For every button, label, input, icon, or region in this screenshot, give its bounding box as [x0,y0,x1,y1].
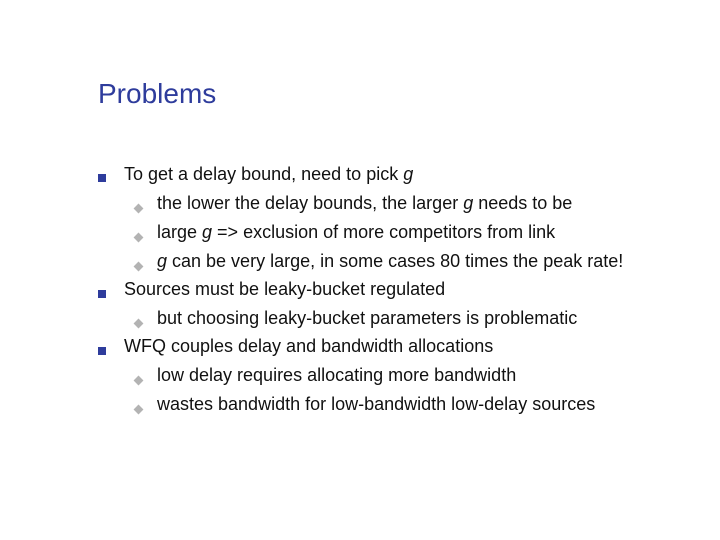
diamond-bullet-icon [134,262,144,272]
sub-bullet-text: => exclusion of more competitors from link [212,222,556,242]
sub-bullet-text: needs to be [473,193,573,213]
variable-g: g [463,193,474,213]
diamond-bullet-icon [134,233,144,243]
bullet-text: WFQ couples delay and bandwidth allocations [124,336,494,356]
sub-bullet-text: large [157,222,203,242]
variable-g: g [157,251,168,271]
bullet-item [124,332,493,361]
sub-bullet-text: the lower the delay bounds, the larger [157,193,464,213]
square-bullet-icon [98,174,106,182]
diamond-bullet-icon [134,405,144,415]
slide-title: Problems [98,78,217,109]
sub-bullet-item [157,304,577,333]
sub-bullet-item [157,247,623,276]
sub-bullet-item [157,361,516,390]
bullet-item [124,160,413,189]
diamond-bullet-icon [134,319,144,329]
sub-bullet-text: wastes bandwidth for low-bandwidth low-delay sources [157,394,596,414]
diamond-bullet-icon [134,376,144,386]
diamond-bullet-icon [134,204,144,214]
bullet-item [124,275,445,304]
bullet-text: To get a delay bound, need to pick [124,164,404,184]
bullet-text: Sources must be leaky-bucket regulated [124,279,446,299]
sub-bullet-text: low delay requires allocating more bandwidth [157,365,517,385]
sub-bullet-text: but choosing leaky-bucket parameters is problematic [157,308,578,328]
square-bullet-icon [98,347,106,355]
sub-bullet-item [157,390,595,419]
square-bullet-icon [98,290,106,298]
sub-bullet-item [157,218,555,247]
variable-g: g [202,222,213,242]
variable-g: g [403,164,414,184]
sub-bullet-text: can be very large, in some cases 80 times the peak rate! [167,251,624,271]
sub-bullet-item [157,189,572,218]
